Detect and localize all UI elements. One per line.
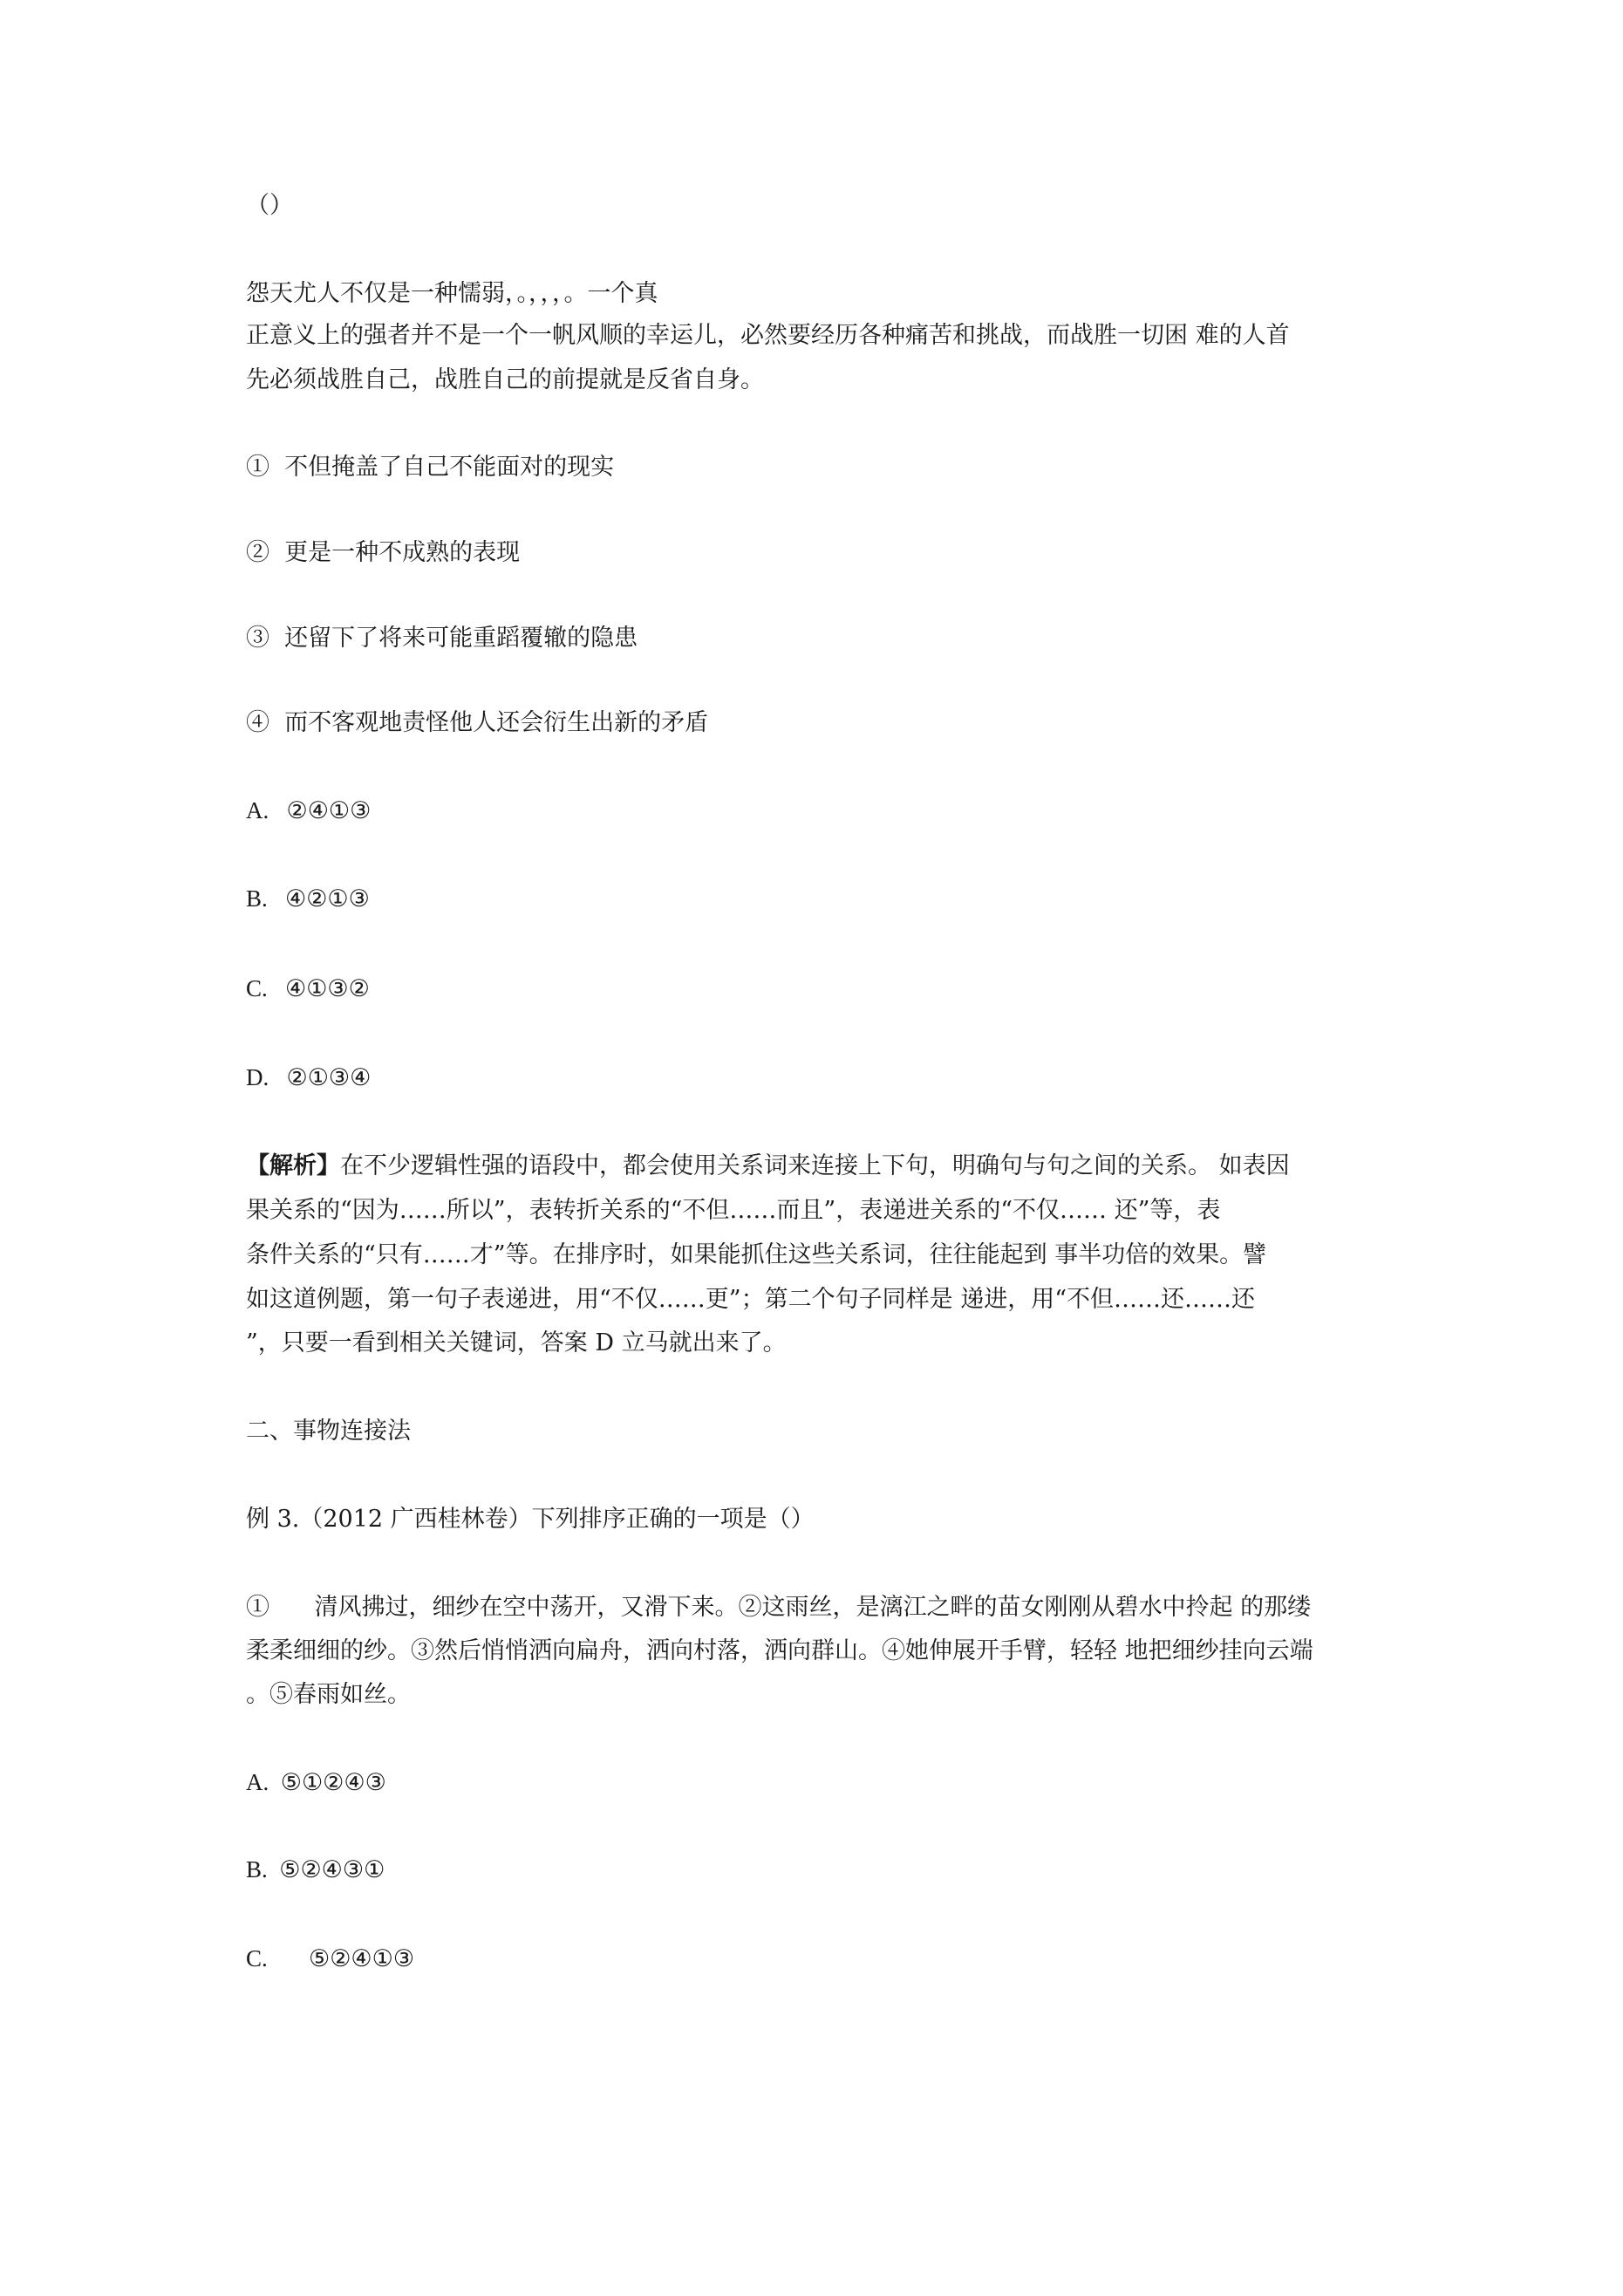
sentence-item-4: ④ 而不客观地责怪他人还会衍生出新的矛盾 [246, 709, 709, 736]
question-stem-line-3: 先必须战胜自己，战胜自己的前提就是反省自身。 [246, 366, 764, 393]
sentence-item-3: ③ 还留下了将来可能重蹈覆辙的隐患 [246, 625, 638, 652]
example-3-option-c: C. ⑤②④①③ [246, 1945, 415, 1971]
example-3-title: 例 3.（2012 广西桂林卷）下列排序正确的一项是（） [246, 1506, 815, 1533]
sentence-item-1: ① 不但掩盖了自己不能面对的现实 [246, 454, 615, 481]
answer-option-b: B. ④②①③ [246, 885, 370, 912]
section-heading: 二、事物连接法 [246, 1418, 411, 1445]
question-stem-line-2: 正意义上的强者并不是一个一帆风顺的幸运儿，必然要经历各种痛苦和挑战，而战胜一切困 难的人首 [246, 322, 1290, 349]
analysis-label: 【解析】 [246, 1152, 340, 1179]
example-3-option-b: B. ⑤②④③① [246, 1856, 385, 1883]
answer-option-d: D. ②①③④ [246, 1064, 372, 1090]
analysis-line-5: ”，只要一看到相关关键词，答案 D 立马就出来了。 [246, 1329, 787, 1356]
analysis-line-1 [246, 1154, 1290, 1178]
example-3-option-a: A. ⑤①②④③ [246, 1769, 386, 1795]
analysis-text-1: 在不少逻辑性强的语段中，都会使用关系词来连接上下句，明确句与句之间的关系。 如表因 [340, 1152, 1290, 1179]
analysis-line-3: 条件关系的“只有……才”等。在排序时，如果能抓住这些关系词，往往能起到 事半功倍的效果。譬 [246, 1241, 1267, 1268]
example-3-body-line-2: 柔柔细细的纱。③然后悄悄洒向扁舟，洒向村落，洒向群山。④她伸展开手臂，轻轻 地把细纱挂向云端 [246, 1637, 1313, 1664]
answer-option-c: C. ④①③② [246, 975, 370, 1001]
example-3-body-line-3: 。⑤春雨如丝。 [246, 1681, 411, 1708]
sentence-item-2: ② 更是一种不成熟的表现 [246, 539, 521, 566]
question-paren: （） [246, 192, 293, 219]
analysis-line-4: 如这道例题，第一句子表递进，用“不仅……更”；第二个句子同样是 递进，用“不但……还……还 [246, 1286, 1255, 1313]
analysis-line-2: 果关系的“因为……所以”，表转折关系的“不但……而且”，表递进关系的“不仅…… 还”等，表 [246, 1197, 1221, 1224]
example-3-body-line-1: ① 清风拂过，细纱在空中荡开，又滑下来。②这雨丝，是漓江之畔的苗女刚刚从碧水中拎起 的那缕 [246, 1594, 1312, 1621]
question-stem-line-1: 怨天尤人不仅是一种懦弱，。，，，。一个真 [246, 280, 658, 307]
answer-option-a: A. ②④①③ [246, 797, 372, 823]
